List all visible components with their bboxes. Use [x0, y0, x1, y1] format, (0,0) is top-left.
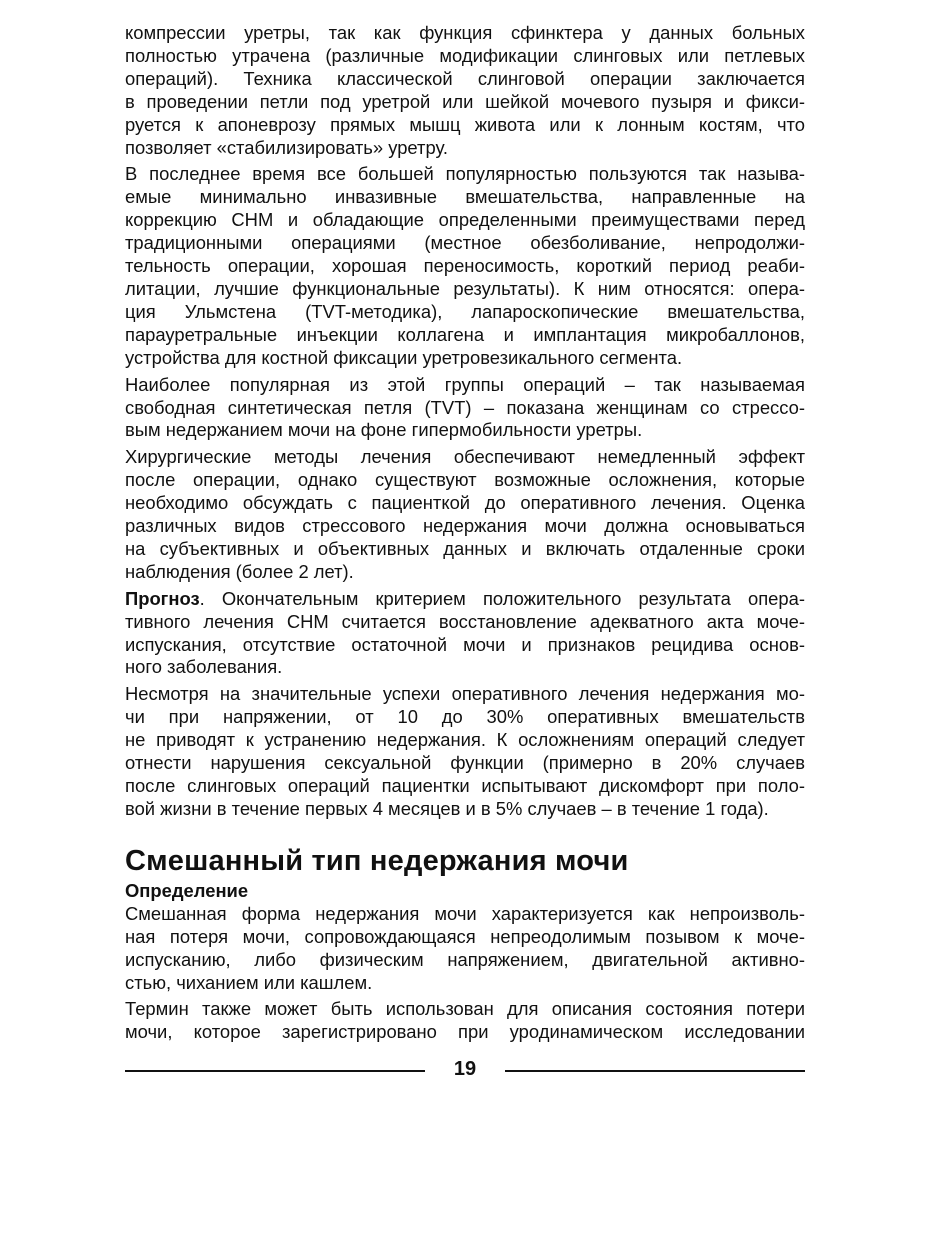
text-line: вой жизни в течение первых 4 месяцев и в 5% случаев – в течение 1 года).	[125, 797, 769, 819]
footer-rule-right	[505, 1070, 805, 1072]
text-line: позволяет «стабилизировать» уретру.	[125, 136, 448, 158]
text-line: парауретральные инъекции коллагена и имплантация микробаллонов,	[125, 323, 805, 345]
text-line: в проведении петли под уретрой или шейкой мочевого пузыря и фикси-	[125, 90, 805, 112]
footer-rule-left	[125, 1070, 425, 1072]
paragraph-prognosis	[125, 588, 805, 680]
page-number: 19	[453, 1058, 477, 1080]
paragraph-sling-technique	[125, 22, 805, 159]
text-line: на субъективных и объективных данных и включать отдаленные сроки	[125, 537, 805, 559]
text-line: полностью утрачена (различные модификации слинговых или петлевых	[125, 44, 805, 66]
text-line: Хирургические методы лечения обеспечивают немедленный эффект	[125, 446, 805, 468]
text-line: после слинговых операций пациентки испытывают дискомфорт при поло-	[125, 775, 805, 796]
text-line: наблюдения (более 2 лет).	[125, 560, 354, 582]
text-line: литации, лучшие функциональные результаты). К ним относятся: опера-	[125, 277, 805, 299]
paragraph-minimally-invasive	[125, 163, 805, 369]
text-line: стью, чиханием или кашлем.	[125, 971, 373, 993]
text-line: традиционными операциями (местное обезболивание, непродолжи-	[125, 232, 805, 254]
text-line: отнести нарушения сексуальной функции (примерно в 20% случаев	[125, 752, 805, 774]
text-line: чи при напряжении, от 10 до 30% оперативных вмешательств	[125, 706, 805, 728]
subsection-heading: Определение	[125, 879, 249, 901]
text-line: испусканию, либо физическим напряжением, двигательной активно-	[125, 948, 805, 970]
text-line: Несмотря на значительные успехи оперативного лечения недержания мо-	[125, 683, 805, 705]
text-line	[125, 588, 805, 611]
paragraph-tvt	[125, 374, 805, 443]
text-line: испускания, отсутствие остаточной мочи и признаков рецидива основ-	[125, 633, 805, 655]
paragraph-definition	[125, 903, 805, 995]
text-line: различных видов стрессового недержания мочи должна основываться	[125, 515, 805, 537]
paragraph-term	[125, 998, 805, 1044]
text-line: руется к апоневрозу прямых мышц живота или к лонным костям, что	[125, 113, 805, 135]
text-line: тивного лечения СНМ считается восстановление адекватного акта моче-	[125, 610, 805, 632]
text-line: операций). Техника классической слинговой операции заключается	[125, 67, 805, 89]
text-line: Смешанная форма недержания мочи характеризуется как непроизволь-	[125, 902, 805, 924]
text-line: необходимо обсуждать с пациенткой до оперативного лечения. Оценка	[125, 492, 805, 514]
text-line: мочи, которое зарегистрировано при уродинамическом исследовании	[125, 1021, 805, 1043]
text-line: не приводят к устранению недержания. К осложнениям операций следует	[125, 729, 805, 751]
prognosis-lead: Прогноз	[125, 587, 200, 609]
text-line: устройства для костной фиксации уретровезикального сегмента.	[125, 346, 683, 368]
text-line: тельность операции, хорошая переносимость, короткий период реаби-	[125, 255, 805, 277]
text-line: емые минимально инвазивные вмешательства, направленные на	[125, 186, 805, 208]
text-line: компрессии уретры, так как функция сфинктера у данных больных	[125, 22, 805, 43]
section-heading: Смешанный тип недержания мочи	[125, 844, 629, 877]
text-line: коррекцию СНМ и обладающие определенными преимуществами перед	[125, 209, 805, 231]
text-line: Наиболее популярная из этой группы операций – так называемая	[125, 373, 805, 395]
text-line: свободная синтетическая петля (TVT) – показана женщинам со стрессо-	[125, 396, 805, 418]
text-line: после операции, однако существуют возможные осложнения, которые	[125, 469, 805, 491]
text-line: ного заболевания.	[125, 656, 283, 678]
text-run: . Окончательным критерием положительного результата опера-	[199, 587, 805, 609]
text-line: ная потеря мочи, сопровождающаяся непреодолимым позывом к моче-	[125, 925, 805, 947]
paragraph-surgical-methods	[125, 446, 805, 583]
text-line: Термин также может быть использован для описания состояния потери	[125, 998, 805, 1020]
paragraph-complications	[125, 683, 805, 820]
page-body	[125, 22, 805, 1048]
text-line: ция Ульмстена (TVT-методика), лапароскопические вмешательства,	[125, 300, 805, 322]
text-line: В последнее время все большей популярностью пользуются так называ-	[125, 163, 805, 185]
text-line: вым недержанием мочи на фоне гипермобильности уретры.	[125, 419, 643, 441]
page-footer	[125, 1054, 805, 1084]
